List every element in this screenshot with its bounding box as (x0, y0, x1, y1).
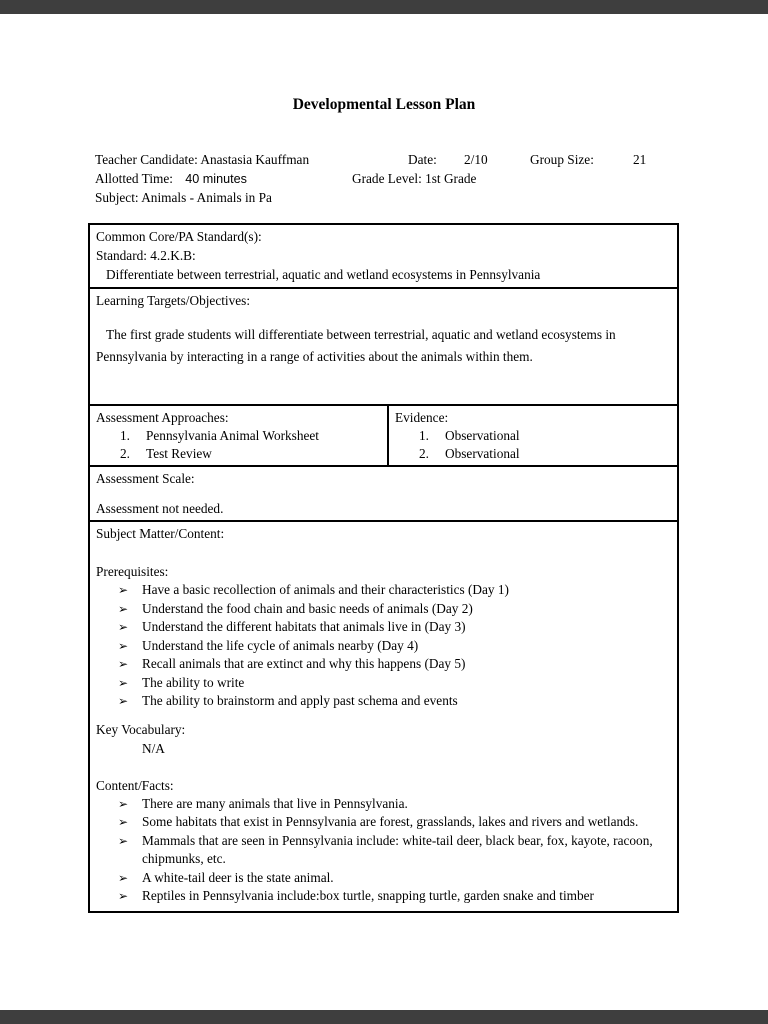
arrow-bullet-icon: ➢ (118, 815, 129, 829)
grade-level-value: 1st Grade (425, 171, 477, 186)
arrow-bullet-icon: ➢ (118, 796, 129, 811)
assessment-scale-heading: Assessment Scale: (96, 471, 195, 486)
item-text: Observational (445, 428, 520, 443)
evidence-heading: Evidence: (395, 410, 449, 425)
header-line-3 (95, 188, 695, 207)
subject-matter-cell (90, 520, 677, 911)
arrow-bullet-icon: ➢ (118, 694, 129, 708)
document-page (0, 14, 768, 1010)
item-number: 2. (419, 446, 429, 461)
assessment-scale-cell (90, 465, 677, 520)
standards-description: Differentiate between terrestrial, aquatic and wetland ecosystems in Pennsylvania (106, 267, 541, 282)
standards-code: Standard: 4.2.K.B: (96, 248, 196, 263)
objectives-cell (90, 287, 677, 404)
allotted-time-label: Allotted Time: (95, 171, 173, 186)
teacher-candidate-value: Anastasia Kauffman (200, 152, 310, 167)
content-facts-heading: Content/Facts: (96, 777, 174, 793)
objectives-body: The first grade students will differentiate between terrestrial, aquatic and wetland ecosystems in Pennsylvania by interacting in a range of activities about the animals within them. (96, 327, 616, 364)
assessment-scale-body: Assessment not needed. (96, 501, 224, 516)
key-vocabulary-heading: Key Vocabulary: (96, 721, 186, 737)
list-item: ➢ Recall animals that are extinct and why this happens (Day 5) (118, 655, 659, 674)
arrow-bullet-icon: ➢ (118, 583, 129, 597)
date-label: Date: (408, 152, 437, 167)
group-size-value: 21 (633, 152, 647, 167)
subject-label: Subject: (95, 190, 139, 205)
list-item: ➢ Have a basic recollection of animals and their characteristics (Day 1) (118, 581, 659, 600)
item-text: Observational (445, 446, 520, 461)
objectives-heading: Learning Targets/Objectives: (96, 293, 251, 308)
date-value: 2/10 (464, 152, 488, 167)
item-number: 1. (419, 428, 429, 443)
key-vocabulary-value: N/A (142, 740, 165, 756)
header-line-1 (95, 150, 695, 169)
arrow-bullet-icon: ➢ (118, 675, 129, 690)
list-item: ➢ A white-tail deer is the state animal. (118, 869, 659, 888)
arrow-bullet-icon: ➢ (118, 889, 129, 903)
arrow-bullet-icon: ➢ (118, 657, 129, 671)
list-item: ➢ Understand the life cycle of animals nearby (Day 4) (118, 637, 659, 656)
evidence-cell (387, 406, 677, 465)
numbered-item (419, 427, 659, 445)
arrow-bullet-icon: ➢ (118, 620, 129, 634)
assessment-approaches-cell (90, 406, 387, 465)
arrow-bullet-icon: ➢ (118, 601, 129, 616)
grade-level-label: Grade Level: (352, 171, 422, 186)
item-number: 2. (120, 446, 130, 461)
numbered-item (419, 445, 659, 463)
assessment-approaches-heading: Assessment Approaches: (96, 410, 229, 425)
prerequisites-heading: Prerequisites: (96, 564, 169, 579)
list-item: ➢ Some habitats that exist in Pennsylvania are forest, grasslands, lakes and rivers and wetlands. (118, 813, 659, 832)
assessment-row (90, 404, 677, 465)
arrow-bullet-icon: ➢ (118, 870, 129, 885)
list-item: ➢ The ability to brainstorm and apply past schema and events (118, 692, 659, 711)
group-size-label: Group Size: (530, 152, 594, 167)
grade-level (352, 169, 476, 188)
header-line-2 (95, 169, 695, 188)
allotted-time-value: 40 minutes (185, 172, 247, 186)
teacher-candidate-label: Teacher Candidate: (95, 152, 198, 167)
item-text: Pennsylvania Animal Worksheet (146, 428, 319, 443)
list-item: ➢ The ability to write (118, 674, 659, 693)
standards-heading: Common Core/PA Standard(s): (96, 229, 262, 244)
numbered-item (120, 445, 369, 463)
list-item: ➢ Reptiles in Pennsylvania include:box turtle, snapping turtle, garden snake and timber (118, 887, 659, 906)
list-item: ➢ Understand the food chain and basic needs of animals (Day 2) (118, 600, 659, 619)
subject-matter-heading: Subject Matter/Content: (96, 526, 225, 541)
standards-cell (90, 225, 677, 287)
lesson-header (95, 150, 695, 207)
item-number: 1. (120, 428, 130, 443)
arrow-bullet-icon: ➢ (118, 833, 129, 848)
list-item: ➢ Understand the different habitats that animals live in (Day 3) (118, 618, 659, 637)
item-text: Test Review (146, 446, 212, 461)
numbered-item (120, 427, 369, 445)
subject-value: Animals - Animals in Pa (141, 190, 272, 205)
list-item: ➢ There are many animals that live in Pennsylvania. (118, 795, 659, 814)
lesson-plan-table (88, 223, 679, 913)
arrow-bullet-icon: ➢ (118, 638, 129, 653)
list-item: ➢ Mammals that are seen in Pennsylvania include: white-tail deer, black bear, fox, kayote, racoon, chipmunks, etc. (118, 832, 659, 869)
document-title: Developmental Lesson Plan (292, 96, 476, 113)
